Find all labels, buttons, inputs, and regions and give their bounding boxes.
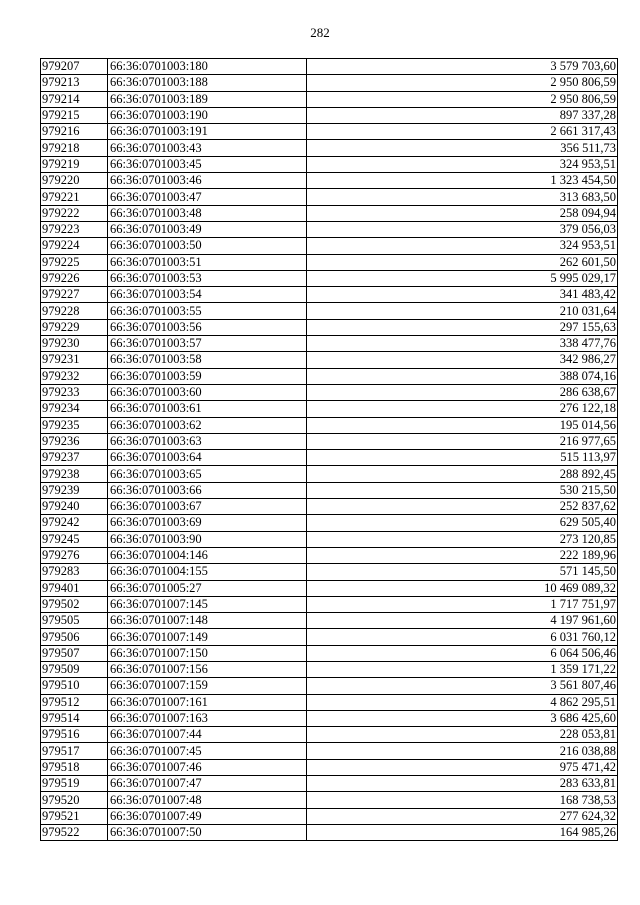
row-id-cell: 979219: [41, 156, 108, 172]
cadastral-number-cell: 66:36:0701005:27: [108, 580, 307, 596]
table-row: [41, 743, 618, 759]
table-row: [41, 156, 618, 172]
table-row: [41, 107, 618, 123]
cadastral-number-cell: 66:36:0701007:47: [108, 776, 307, 792]
cadastral-number-cell: 66:36:0701003:180: [108, 59, 307, 75]
cadastral-value-cell: 252 837,62: [307, 499, 618, 515]
cadastral-value-cell: 5 995 029,17: [307, 270, 618, 286]
row-id-cell: 979521: [41, 808, 108, 824]
row-id-cell: 979242: [41, 515, 108, 531]
row-id-cell: 979512: [41, 694, 108, 710]
table-row: [41, 678, 618, 694]
cadastral-value-cell: 262 601,50: [307, 254, 618, 270]
table-row: [41, 515, 618, 531]
cadastral-number-cell: 66:36:0701003:90: [108, 531, 307, 547]
cadastral-value-cell: 324 953,51: [307, 238, 618, 254]
cadastral-number-cell: 66:36:0701003:62: [108, 417, 307, 433]
table-row: [41, 368, 618, 384]
table-row: [41, 727, 618, 743]
row-id-cell: 979234: [41, 401, 108, 417]
cadastral-number-cell: 66:36:0701007:150: [108, 645, 307, 661]
cadastral-number-cell: 66:36:0701003:188: [108, 75, 307, 91]
cadastral-number-cell: 66:36:0701003:67: [108, 499, 307, 515]
row-id-cell: 979237: [41, 450, 108, 466]
cadastral-value-cell: 283 633,81: [307, 776, 618, 792]
cadastral-value-table: [40, 58, 618, 841]
cadastral-value-cell: 342 986,27: [307, 352, 618, 368]
cadastral-number-cell: 66:36:0701007:163: [108, 710, 307, 726]
cadastral-number-cell: 66:36:0701007:156: [108, 661, 307, 677]
table-row: [41, 499, 618, 515]
cadastral-number-cell: 66:36:0701007:145: [108, 596, 307, 612]
row-id-cell: 979230: [41, 336, 108, 352]
cadastral-value-cell: 297 155,63: [307, 319, 618, 335]
cadastral-number-cell: 66:36:0701003:189: [108, 91, 307, 107]
cadastral-number-cell: 66:36:0701003:46: [108, 173, 307, 189]
row-id-cell: 979509: [41, 661, 108, 677]
table-row: [41, 450, 618, 466]
cadastral-value-cell: 4 197 961,60: [307, 613, 618, 629]
cadastral-number-cell: 66:36:0701003:43: [108, 140, 307, 156]
cadastral-number-cell: 66:36:0701007:50: [108, 824, 307, 840]
table-row: [41, 694, 618, 710]
cadastral-number-cell: 66:36:0701003:191: [108, 124, 307, 140]
row-id-cell: 979520: [41, 792, 108, 808]
cadastral-value-cell: 277 624,32: [307, 808, 618, 824]
row-id-cell: 979516: [41, 727, 108, 743]
table-row: [41, 776, 618, 792]
table-row: [41, 384, 618, 400]
row-id-cell: 979240: [41, 499, 108, 515]
cadastral-value-cell: 3 579 703,60: [307, 59, 618, 75]
table-row: [41, 75, 618, 91]
cadastral-number-cell: 66:36:0701003:55: [108, 303, 307, 319]
row-id-cell: 979227: [41, 287, 108, 303]
cadastral-value-cell: 388 074,16: [307, 368, 618, 384]
cadastral-number-cell: 66:36:0701003:64: [108, 450, 307, 466]
cadastral-value-cell: 288 892,45: [307, 466, 618, 482]
table-row: [41, 59, 618, 75]
cadastral-number-cell: 66:36:0701003:56: [108, 319, 307, 335]
table-body: [41, 59, 618, 841]
cadastral-value-cell: 216 977,65: [307, 433, 618, 449]
row-id-cell: 979214: [41, 91, 108, 107]
table-row: [41, 629, 618, 645]
cadastral-number-cell: 66:36:0701007:44: [108, 727, 307, 743]
cadastral-value-cell: 975 471,42: [307, 759, 618, 775]
cadastral-value-cell: 379 056,03: [307, 221, 618, 237]
cadastral-value-cell: 3 686 425,60: [307, 710, 618, 726]
cadastral-number-cell: 66:36:0701003:49: [108, 221, 307, 237]
cadastral-value-cell: 313 683,50: [307, 189, 618, 205]
row-id-cell: 979218: [41, 140, 108, 156]
table-row: [41, 205, 618, 221]
cadastral-number-cell: 66:36:0701007:49: [108, 808, 307, 824]
cadastral-number-cell: 66:36:0701004:155: [108, 564, 307, 580]
table-row: [41, 547, 618, 563]
table-row: [41, 824, 618, 840]
table-row: [41, 91, 618, 107]
table-row: [41, 254, 618, 270]
table-row: [41, 433, 618, 449]
cadastral-value-cell: 2 950 806,59: [307, 75, 618, 91]
cadastral-value-cell: 6 064 506,46: [307, 645, 618, 661]
table-row: [41, 189, 618, 205]
cadastral-value-cell: 4 862 295,51: [307, 694, 618, 710]
cadastral-value-cell: 356 511,73: [307, 140, 618, 156]
cadastral-number-cell: 66:36:0701004:146: [108, 547, 307, 563]
cadastral-value-cell: 1 717 751,97: [307, 596, 618, 612]
table-row: [41, 124, 618, 140]
cadastral-value-cell: 273 120,85: [307, 531, 618, 547]
cadastral-number-cell: 66:36:0701003:48: [108, 205, 307, 221]
table-row: [41, 270, 618, 286]
row-id-cell: 979220: [41, 173, 108, 189]
table-row: [41, 336, 618, 352]
row-id-cell: 979207: [41, 59, 108, 75]
cadastral-number-cell: 66:36:0701003:51: [108, 254, 307, 270]
cadastral-number-cell: 66:36:0701007:161: [108, 694, 307, 710]
table-row: [41, 352, 618, 368]
cadastral-value-cell: 228 053,81: [307, 727, 618, 743]
cadastral-number-cell: 66:36:0701003:61: [108, 401, 307, 417]
cadastral-number-cell: 66:36:0701003:58: [108, 352, 307, 368]
row-id-cell: 979233: [41, 384, 108, 400]
cadastral-value-cell: 2 661 317,43: [307, 124, 618, 140]
table-row: [41, 564, 618, 580]
cadastral-number-cell: 66:36:0701007:46: [108, 759, 307, 775]
table-row: [41, 531, 618, 547]
cadastral-value-cell: 515 113,97: [307, 450, 618, 466]
table-row: [41, 596, 618, 612]
cadastral-value-cell: 338 477,76: [307, 336, 618, 352]
row-id-cell: 979235: [41, 417, 108, 433]
row-id-cell: 979239: [41, 482, 108, 498]
table-row: [41, 759, 618, 775]
row-id-cell: 979502: [41, 596, 108, 612]
cadastral-number-cell: 66:36:0701007:159: [108, 678, 307, 694]
row-id-cell: 979215: [41, 107, 108, 123]
cadastral-value-cell: 1 359 171,22: [307, 661, 618, 677]
row-id-cell: 979226: [41, 270, 108, 286]
cadastral-value-cell: 897 337,28: [307, 107, 618, 123]
row-id-cell: 979229: [41, 319, 108, 335]
row-id-cell: 979238: [41, 466, 108, 482]
cadastral-number-cell: 66:36:0701003:57: [108, 336, 307, 352]
cadastral-number-cell: 66:36:0701003:53: [108, 270, 307, 286]
table-row: [41, 303, 618, 319]
cadastral-number-cell: 66:36:0701007:149: [108, 629, 307, 645]
cadastral-number-cell: 66:36:0701003:63: [108, 433, 307, 449]
row-id-cell: 979232: [41, 368, 108, 384]
cadastral-value-cell: 168 738,53: [307, 792, 618, 808]
cadastral-number-cell: 66:36:0701003:60: [108, 384, 307, 400]
cadastral-number-cell: 66:36:0701003:47: [108, 189, 307, 205]
row-id-cell: 979225: [41, 254, 108, 270]
cadastral-value-cell: 286 638,67: [307, 384, 618, 400]
table-row: [41, 221, 618, 237]
row-id-cell: 979213: [41, 75, 108, 91]
cadastral-value-cell: 258 094,94: [307, 205, 618, 221]
table-row: [41, 401, 618, 417]
cadastral-number-cell: 66:36:0701003:45: [108, 156, 307, 172]
cadastral-number-cell: 66:36:0701003:54: [108, 287, 307, 303]
row-id-cell: 979507: [41, 645, 108, 661]
cadastral-number-cell: 66:36:0701003:50: [108, 238, 307, 254]
row-id-cell: 979522: [41, 824, 108, 840]
cadastral-value-cell: 210 031,64: [307, 303, 618, 319]
cadastral-number-cell: 66:36:0701007:45: [108, 743, 307, 759]
row-id-cell: 979283: [41, 564, 108, 580]
row-id-cell: 979221: [41, 189, 108, 205]
table-row: [41, 661, 618, 677]
table-row: [41, 287, 618, 303]
row-id-cell: 979505: [41, 613, 108, 629]
cadastral-value-cell: 1 323 454,50: [307, 173, 618, 189]
table-row: [41, 417, 618, 433]
cadastral-value-cell: 341 483,42: [307, 287, 618, 303]
row-id-cell: 979276: [41, 547, 108, 563]
cadastral-number-cell: 66:36:0701003:190: [108, 107, 307, 123]
cadastral-value-cell: 629 505,40: [307, 515, 618, 531]
row-id-cell: 979518: [41, 759, 108, 775]
cadastral-value-cell: 3 561 807,46: [307, 678, 618, 694]
table-row: [41, 645, 618, 661]
table-row: [41, 173, 618, 189]
row-id-cell: 979506: [41, 629, 108, 645]
row-id-cell: 979228: [41, 303, 108, 319]
cadastral-number-cell: 66:36:0701003:69: [108, 515, 307, 531]
row-id-cell: 979514: [41, 710, 108, 726]
cadastral-value-cell: 195 014,56: [307, 417, 618, 433]
table-row: [41, 580, 618, 596]
cadastral-number-cell: 66:36:0701003:66: [108, 482, 307, 498]
table-row: [41, 808, 618, 824]
table-row: [41, 613, 618, 629]
row-id-cell: 979519: [41, 776, 108, 792]
row-id-cell: 979224: [41, 238, 108, 254]
cadastral-value-cell: 10 469 089,32: [307, 580, 618, 596]
table-row: [41, 482, 618, 498]
cadastral-value-cell: 276 122,18: [307, 401, 618, 417]
cadastral-value-cell: 164 985,26: [307, 824, 618, 840]
cadastral-value-cell: 222 189,96: [307, 547, 618, 563]
cadastral-value-cell: 571 145,50: [307, 564, 618, 580]
cadastral-value-cell: 216 038,88: [307, 743, 618, 759]
cadastral-value-cell: 2 950 806,59: [307, 91, 618, 107]
table-row: [41, 792, 618, 808]
row-id-cell: 979236: [41, 433, 108, 449]
table-row: [41, 466, 618, 482]
cadastral-value-cell: 324 953,51: [307, 156, 618, 172]
cadastral-number-cell: 66:36:0701003:65: [108, 466, 307, 482]
table-row: [41, 140, 618, 156]
cadastral-number-cell: 66:36:0701007:48: [108, 792, 307, 808]
table-row: [41, 238, 618, 254]
table-row: [41, 710, 618, 726]
row-id-cell: 979401: [41, 580, 108, 596]
row-id-cell: 979216: [41, 124, 108, 140]
cadastral-number-cell: 66:36:0701003:59: [108, 368, 307, 384]
row-id-cell: 979510: [41, 678, 108, 694]
table-row: [41, 319, 618, 335]
cadastral-value-cell: 6 031 760,12: [307, 629, 618, 645]
row-id-cell: 979223: [41, 221, 108, 237]
cadastral-number-cell: 66:36:0701007:148: [108, 613, 307, 629]
row-id-cell: 979245: [41, 531, 108, 547]
row-id-cell: 979222: [41, 205, 108, 221]
row-id-cell: 979231: [41, 352, 108, 368]
row-id-cell: 979517: [41, 743, 108, 759]
page-number: 282: [310, 25, 330, 40]
cadastral-value-cell: 530 215,50: [307, 482, 618, 498]
